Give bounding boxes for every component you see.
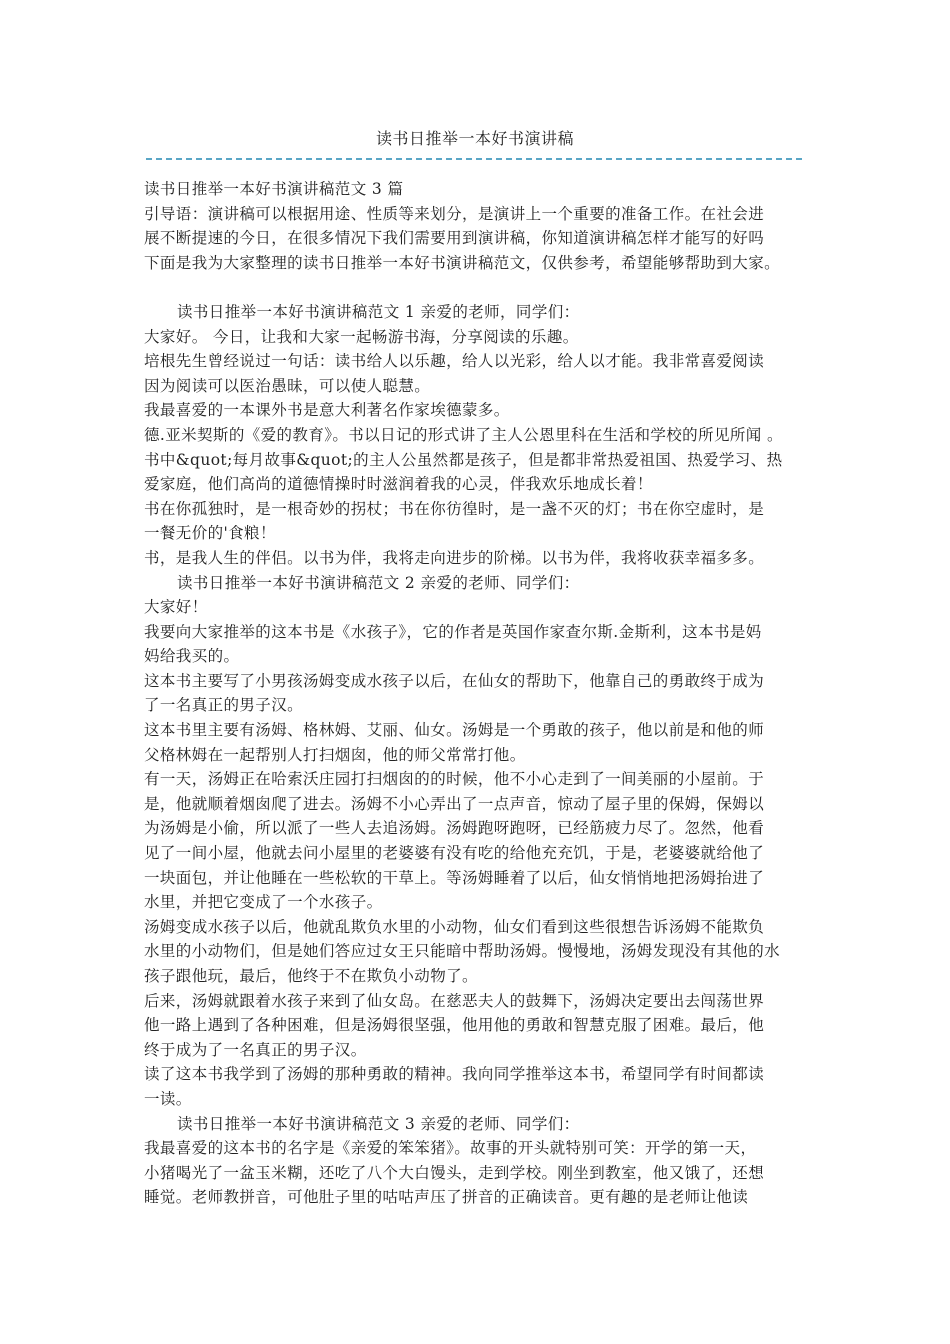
paragraph-line: 书中&quot;每月故事&quot;的主人公虽然都是孩子，但是都非常热爱祖国、热爱学习、热 bbox=[144, 450, 783, 469]
paragraph-line: 后来，汤姆就跟着水孩子来到了仙女岛。在慈恶夫人的鼓舞下，汤姆决定要出去闯荡世界 bbox=[144, 991, 765, 1010]
paragraph-line: 孩子跟他玩，最后，他终于不在欺负小动物了。 bbox=[144, 967, 478, 985]
paragraph-line: 培根先生曾经说过一句话：读书给人以乐趣，给人以光彩，给人以才能。我非常喜爱阅读 bbox=[144, 352, 765, 371]
paragraph-line: 终于成为了一名真正的男子汉。 bbox=[144, 1040, 367, 1059]
paragraph-line: 我要向大家推举的这本书是《水孩子》，它的作者是英国作家查尔斯.金斯利，这本书是妈 bbox=[144, 622, 762, 641]
paragraph-line: 水里的小动物们，但是她们答应过女王只能暗中帮助汤姆。慢慢地，汤姆发现没有其他的水 bbox=[144, 942, 781, 961]
paragraph-line: 汤姆变成水孩子以后，他就乱欺负水里的小动物，仙女们看到这些很想告诉汤姆不能欺负 bbox=[144, 917, 765, 936]
paragraph-line: 读书日推举一本好书演讲稿范文 3 篇 bbox=[144, 180, 404, 198]
paragraph-line: 我最喜爱的这本书的名字是《亲爱的笨笨猪》。故事的开头就特别可笑：开学的第一天， bbox=[144, 1139, 757, 1158]
title-divider bbox=[146, 158, 802, 160]
paragraph-line: 他一路上遇到了各种困难，但是汤姆很坚强，他用他的勇敢和智慧克服了困难。最后，他 bbox=[144, 1016, 765, 1035]
paragraph-line: 大家好。 今日，让我和大家一起畅游书海，分享阅读的乐趣。 bbox=[144, 327, 579, 346]
paragraph-line: 一块面包，并让他睡在一些松软的干草上。等汤姆睡着了以后，仙女悄悄地把汤姆抬进了 bbox=[144, 868, 765, 887]
paragraph-line: 读了这本书我学到了汤姆的那种勇敢的精神。我向同学推举这本书，希望同学有时间都读 bbox=[144, 1065, 765, 1084]
paragraph-line: 大家好！ bbox=[144, 598, 208, 617]
paragraph-line: 是，他就顺着烟囱爬了进去。汤姆不小心弄出了一点声音，惊动了屋子里的保姆，保姆以 bbox=[144, 794, 765, 813]
paragraph-line: 见了一间小屋，他就去问小屋里的老婆婆有没有吃的给他充充饥，于是，老婆婆就给他了 bbox=[144, 844, 765, 863]
paragraph-line: 读书日推举一本好书演讲稿范文 1 亲爱的老师，同学们： bbox=[177, 302, 580, 321]
paragraph-line: 引导语：演讲稿可以根据用途、性质等来划分，是演讲上一个重要的准备工作。在社会进 bbox=[144, 204, 765, 223]
paragraph-line: 我最喜爱的一本课外书是意大利著名作家埃德蒙多。 bbox=[144, 401, 510, 420]
paragraph-line: 下面是我为大家整理的读书日推举一本好书演讲稿范文，仅供参考，希望能够帮助到大家。 bbox=[144, 253, 781, 272]
paragraph-line: 书在你孤独时，是一根奇妙的拐杖；书在你彷徨时，是一盏不灭的灯；书在你空虚时，是 bbox=[144, 499, 765, 518]
paragraph-line: 小猪喝光了一盆玉米糊，还吃了八个大白馒头，走到学校。刚坐到教室，他又饿了，还想 bbox=[144, 1163, 765, 1182]
paragraph-line: 水里，并把它变成了一个水孩子。 bbox=[144, 893, 383, 912]
paragraph-line: 读书日推举一本好书演讲稿范文 3 亲爱的老师、同学们： bbox=[177, 1114, 580, 1133]
paragraph-line: 为汤姆是小偷，所以派了一些人去追汤姆。汤姆跑呀跑呀，已经筋疲力尽了。忽然，他看 bbox=[144, 819, 765, 838]
paragraph-line: 这本书里主要有汤姆、格林姆、艾丽、仙女。汤姆是一个勇敢的孩子，他以前是和他的师 bbox=[144, 721, 765, 740]
paragraph-line: 父格林姆在一起帮别人打扫烟囱，他的师父常常打他。 bbox=[144, 745, 526, 764]
paragraph-line: 了一名真正的男子汉。 bbox=[144, 696, 304, 715]
paragraph-line: 有一天，汤姆正在哈索沃庄园打扫烟囱的的时候，他不小心走到了一间美丽的小屋前。于 bbox=[144, 770, 765, 789]
paragraph-line: 读书日推举一本好书演讲稿范文 2 亲爱的老师、同学们： bbox=[177, 573, 580, 592]
paragraph-line: 书，是我人生的伴侣。以书为伴，我将走向进步的阶梯。以书为伴，我将收获幸福多多。 bbox=[144, 548, 765, 567]
paragraph-line: 一餐无价的'食粮！ bbox=[144, 524, 276, 543]
document-title: 读书日推举一本好书演讲稿 bbox=[375, 129, 574, 148]
paragraph-line: 一读。 bbox=[144, 1089, 192, 1108]
paragraph-line bbox=[144, 275, 808, 300]
paragraph-line: 展不断提速的今日，在很多情况下我们需要用到演讲稿，你知道演讲稿怎样才能写的好吗 bbox=[144, 229, 765, 248]
paragraph-line: 德.亚米契斯的《爱的教育》。书以日记的形式讲了主人公恩里科在生活和学校的所见所闻 。 bbox=[144, 425, 783, 444]
paragraph-line: 睡觉。老师教拼音，可他肚子里的咕咕声压了拼音的正确读音。更有趣的是老师让他读 bbox=[144, 1188, 749, 1207]
paragraph-line: 妈给我买的。 bbox=[144, 647, 240, 666]
paragraph-line: 因为阅读可以医治愚昧，可以使人聪慧。 bbox=[144, 376, 431, 395]
paragraph-line: 爱家庭，他们高尚的道德情操时时滋润着我的心灵，伴我欢乐地成长着！ bbox=[144, 475, 653, 494]
paragraph-line: 这本书主要写了小男孩汤姆变成水孩子以后，在仙女的帮助下，他靠自己的勇敢终于成为 bbox=[144, 671, 765, 690]
document-body bbox=[144, 177, 808, 1210]
